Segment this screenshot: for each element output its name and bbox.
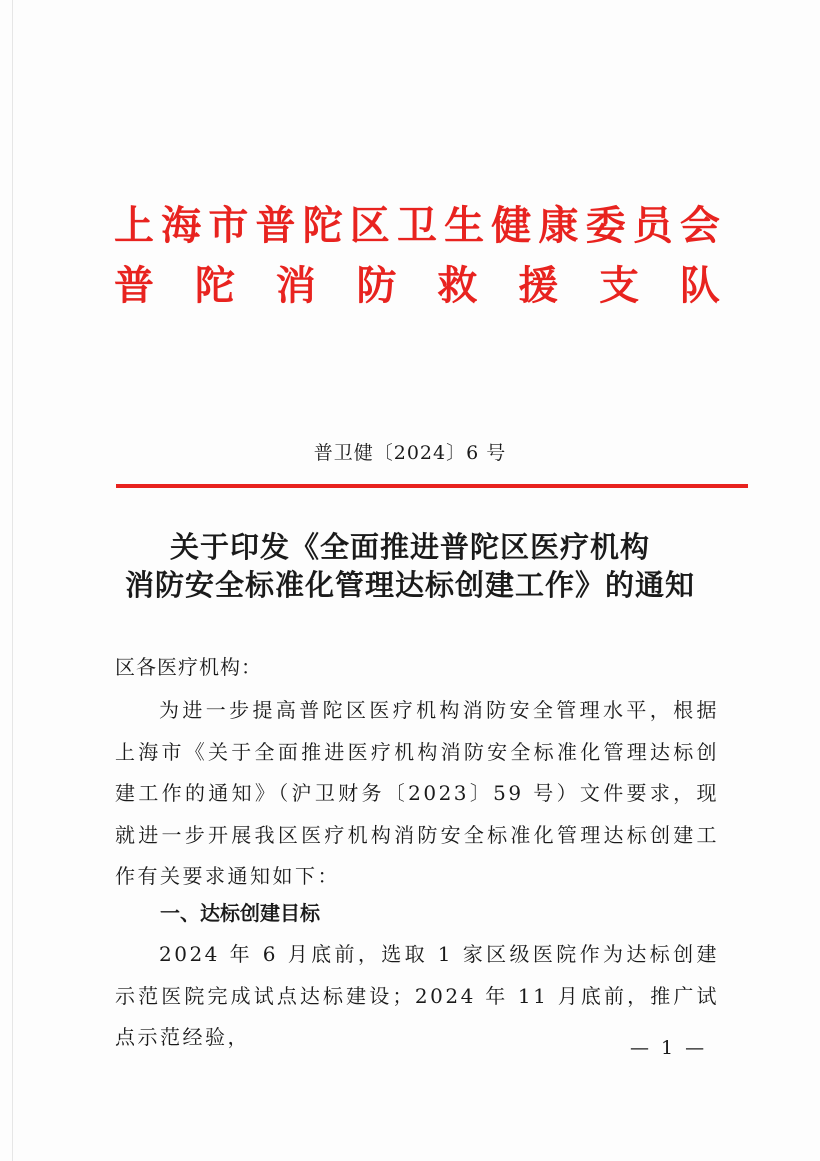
issuer-line-2 [114, 262, 720, 310]
red-divider-line [116, 484, 748, 488]
issuer-line-2-char: 队 [679, 262, 720, 309]
issuer-line-1-char: 生 [444, 202, 485, 249]
body-paragraph-1: 为进一步提高普陀区医疗机构消防安全管理水平，根据上海市《关于全面推进医疗机构消防安全标准化管理达标创建工作的通知》（沪卫财务〔2023〕59 号）文件要求，现就进一步开展我区医疗机构消防安全标准化管理达标创建工作有关要求通知如下： [115, 698, 719, 889]
issuer-line-2-char: 救 [437, 262, 478, 309]
issuer-line-1-char: 市 [208, 202, 249, 249]
issuer-line-2-char: 防 [356, 262, 397, 309]
issuer-line-1-char: 陀 [302, 202, 343, 249]
issuer-line-1-char: 上 [114, 202, 154, 249]
issuer-line-1-char: 海 [161, 202, 202, 249]
document-number: 普卫健〔2024〕6 号 [313, 442, 507, 464]
issuer-line-1-char: 区 [349, 202, 390, 249]
issuer-line-1 [114, 202, 720, 250]
document-title-line-2: 消防安全标准化管理达标创建工作》的通知 [124, 568, 695, 602]
issuer-line-1-char: 卫 [396, 202, 437, 249]
issuer-line-2-char: 支 [599, 262, 640, 309]
issuer-line-2-char: 消 [275, 262, 316, 309]
issuer-line-1-char: 康 [538, 202, 579, 249]
issuer-line-1-char: 普 [255, 202, 296, 249]
page-number: — 1 — [630, 1037, 708, 1059]
body-paragraph-2: 2024 年 6 月底前，选取 1 家区级医院作为达标创建示范医院完成试点达标建设；2024 年 11 月底前，推广试点示范经验， [115, 942, 719, 1050]
issuer-line-2-char: 普 [114, 262, 154, 309]
section-heading-1: 一、达标创建目标 [160, 901, 320, 925]
issuer-line-2-char: 援 [518, 262, 559, 309]
issuer-line-1-char: 员 [632, 202, 673, 249]
salutation: 区各医疗机构： [115, 655, 262, 679]
issuer-line-2-char: 陀 [194, 262, 235, 309]
document-title-line-1: 关于印发《全面推进普陀区医疗机构 [169, 530, 650, 564]
issuer-line-1-char: 委 [585, 202, 626, 249]
issuer-line-1-char: 健 [491, 202, 532, 249]
issuer-line-1-char: 会 [679, 202, 720, 249]
